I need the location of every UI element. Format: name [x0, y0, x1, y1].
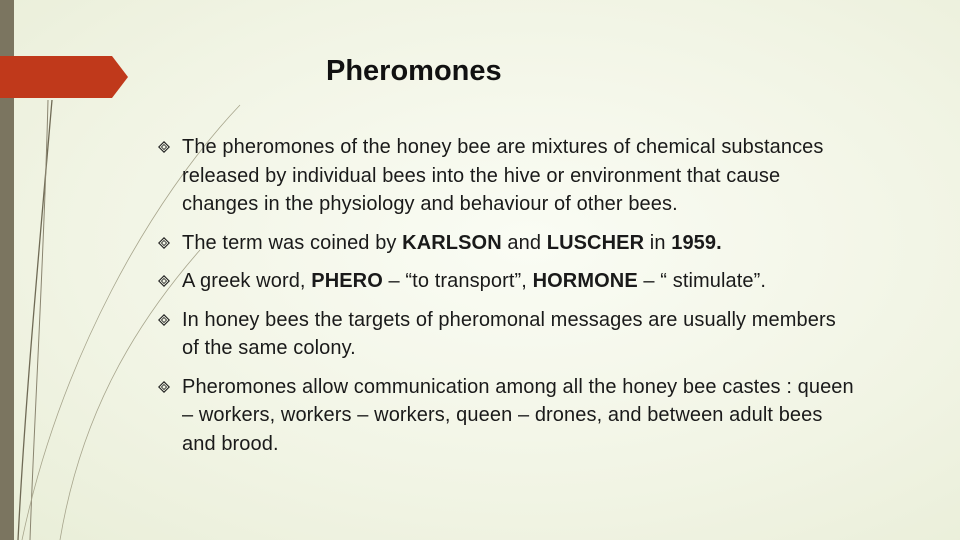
bullet-text-segment: and	[501, 231, 547, 254]
slide-title: Pheromones	[326, 55, 502, 87]
decor-curve-2	[30, 100, 48, 540]
bullet-text-bold: PHERO	[311, 270, 383, 292]
bullet-text-segment: The pheromones of the honey bee are mixtures of chemical substances released by individual bees into the hive or environment that cause changes in the physiology and behaviour of other bees.	[182, 136, 824, 215]
bullet-text-segment: – “ stimulate”.	[637, 270, 767, 292]
bullet-item	[158, 229, 858, 258]
bullet-item	[158, 267, 858, 296]
bullet-text	[182, 270, 766, 292]
bullet-text	[182, 136, 824, 215]
bullet-item	[158, 373, 858, 459]
title-accent-arrow	[0, 56, 128, 98]
bullet-item	[158, 306, 858, 363]
diamond-bullet-icon	[158, 237, 170, 249]
diamond-bullet-icon	[158, 314, 170, 326]
bullet-item	[158, 133, 858, 219]
bullet-text-segment: A greek word,	[182, 270, 312, 292]
bullet-text	[182, 309, 836, 360]
bullet-text-segment: Pheromones allow communication among all the honey bee castes : queen – workers, workers – workers, queen – drones, and between adult bees and brood.	[182, 375, 854, 455]
diamond-bullet-icon	[158, 141, 170, 153]
bullet-text-segment: in	[644, 231, 672, 254]
bullet-text	[182, 232, 722, 254]
bullet-text-bold: 1959.	[671, 231, 722, 254]
bullet-text	[182, 376, 854, 455]
bullet-text-bold: LUSCHER	[546, 231, 645, 254]
bullet-text-segment: The term was coined by	[182, 231, 403, 254]
decor-curve-1	[18, 100, 52, 540]
bullet-text-segment: – “to transport”,	[382, 270, 533, 292]
diamond-bullet-icon	[158, 381, 170, 393]
diamond-bullet-icon	[158, 275, 170, 287]
bullet-text-bold: KARLSON	[402, 231, 502, 254]
bullet-text-segment: In honey bees the targets of pheromonal messages are usually members of the same colony.	[182, 308, 836, 359]
bullet-text-bold: HORMONE	[532, 270, 638, 292]
bullet-list	[158, 133, 858, 468]
